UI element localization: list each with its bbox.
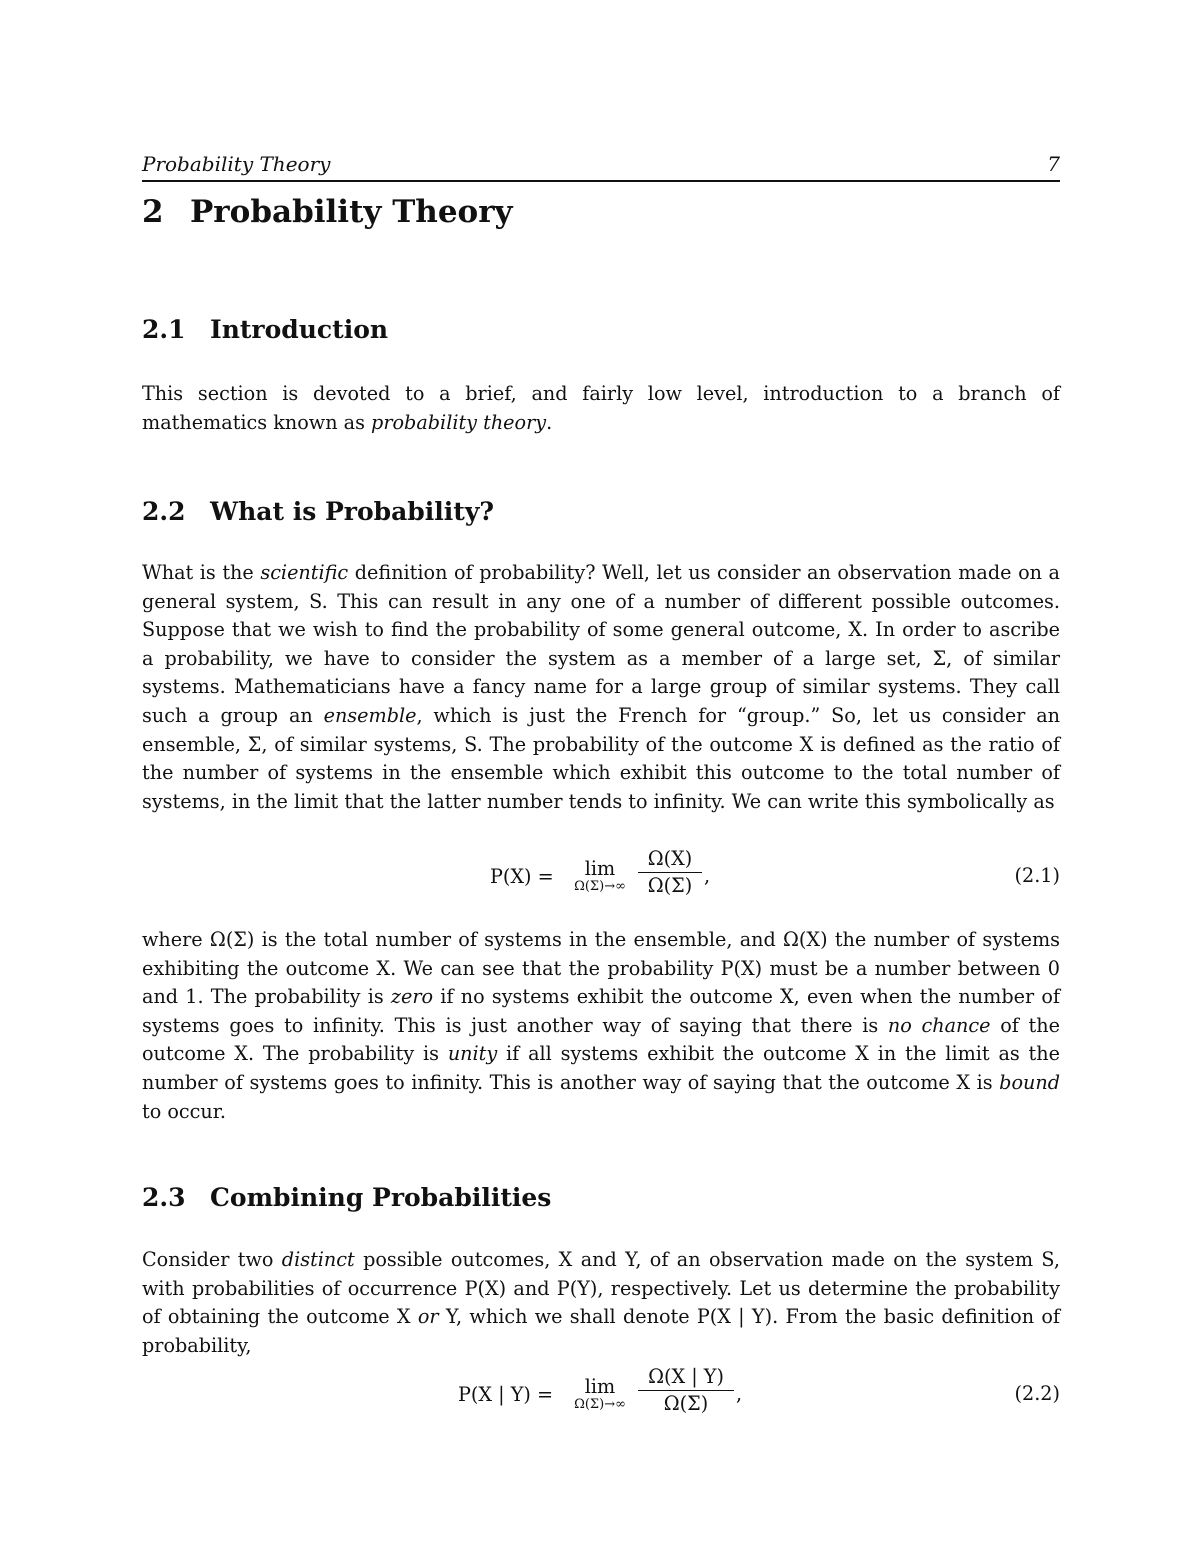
chapter-heading <box>142 194 513 230</box>
emphasis-text: no chance <box>887 1013 991 1037</box>
page-number: 7 <box>1047 152 1060 176</box>
text-run: possible outcomes, X and Y, of an observation made on the system S, with probabilities of occurrence P(X) and P(Y), respectively. Let us determine the probability of obtaining the outcome X <box>142 1248 1060 1329</box>
emphasis-text: unity <box>447 1042 498 1066</box>
running-head-title: Probability Theory <box>142 152 331 176</box>
text-run: if no systems exhibit the outcome X, even when the number of systems goes to infinity. This is just another way of saying that there is <box>142 985 1060 1037</box>
fraction-numerator: Ω(X | Y) <box>638 1364 734 1391</box>
limit-operator <box>566 1376 634 1412</box>
section-heading-introduction <box>142 315 388 344</box>
equation-number: (2.1) <box>1014 864 1060 887</box>
text-run: to occur. <box>142 1099 226 1123</box>
fraction <box>638 846 702 899</box>
emphasis-text: scientific <box>260 561 349 584</box>
equation-comma: , <box>736 1382 743 1405</box>
emphasis-text: ensemble <box>323 703 417 727</box>
section-title: Introduction <box>210 315 389 344</box>
emphasis-text: zero <box>390 985 434 1009</box>
paragraph-combining <box>142 1246 1060 1360</box>
fraction-numerator: Ω(X) <box>638 846 702 873</box>
emphasis-text: bound <box>999 1070 1060 1094</box>
limit-subscript: Ω(Σ)→∞ <box>574 1397 626 1412</box>
running-head <box>142 150 1060 182</box>
text-run: where Ω(Σ) is the total number of systems in the ensemble, and Ω(X) the number of systems exhibiting the outcome X. We can see that the probability P(X) must be a number between 0 and 1. The probability is <box>142 928 1060 1009</box>
equation-2-1 <box>142 846 1060 906</box>
text-run: of the outcome X. The probability is <box>142 1013 1060 1066</box>
section-heading-combining-probabilities <box>142 1183 551 1212</box>
text-run: This section is devoted to a brief, and fairly low level, introduction to a branch of mathematics known as <box>142 382 1060 434</box>
text-run: definition of probability? Well, let us consider an observation made on a general system, S. This can result in any one of a number of different possible outcomes. Suppose that we wish to find the probability of some general outcome, X. In order to ascribe a probability, we have to consider the system as a member of a large set, Σ, of similar systems. Mathematicians have a fancy name for a large group of similar systems. They call such a group an <box>142 561 1060 727</box>
fraction-denominator: Ω(Σ) <box>647 874 693 897</box>
paragraph-definition <box>142 559 1060 816</box>
emphasis-text: or <box>417 1305 439 1329</box>
text-run: if all systems exhibit the outcome X in the limit as the number of systems goes to infinity. This is another way of saying that the outcome X is <box>142 1042 1060 1094</box>
fraction <box>638 1364 734 1417</box>
chapter-number: 2 <box>142 194 164 230</box>
equation-comma: , <box>704 864 711 887</box>
text-run: Consider two <box>142 1248 282 1271</box>
text-run: What is the <box>142 561 261 584</box>
section-number: 2.2 <box>142 497 186 526</box>
paragraph-interpretation <box>142 926 1060 1126</box>
section-title: What is Probability? <box>210 497 494 526</box>
fraction-denominator: Ω(Σ) <box>663 1392 709 1415</box>
equation-lhs: P(X | Y) = <box>458 1383 554 1406</box>
limit-subscript: Ω(Σ)→∞ <box>574 879 626 894</box>
limit-operator <box>566 858 634 894</box>
text-run: . <box>546 410 553 434</box>
chapter-title: Probability Theory <box>190 194 513 230</box>
section-number: 2.1 <box>142 315 186 344</box>
section-heading-what-is-probability <box>142 497 494 526</box>
emphasis-text: distinct <box>281 1248 355 1271</box>
equation-lhs: P(X) = <box>490 865 554 888</box>
emphasis-text: probability theory <box>371 410 547 434</box>
equation-2-2 <box>142 1364 1060 1424</box>
section-number: 2.3 <box>142 1183 186 1212</box>
paragraph-introduction <box>142 380 1060 437</box>
limit-word: lim <box>584 1375 616 1398</box>
equation-number: (2.2) <box>1014 1382 1060 1405</box>
limit-word: lim <box>584 857 616 880</box>
section-title: Combining Probabilities <box>210 1183 552 1212</box>
text-run: , which is just the French for “group.” So, let us consider an ensemble, Σ, of similar systems, S. The probability of the outcome X is defined as the ratio of the number of systems in the ensemble which exhibit this outcome to the total number of systems, in the limit that the latter number tends to infinity. We can write this symbolically as <box>142 703 1060 813</box>
text-run: Y, which we shall denote P(X | Y). From the basic definition of probability, <box>142 1305 1060 1357</box>
